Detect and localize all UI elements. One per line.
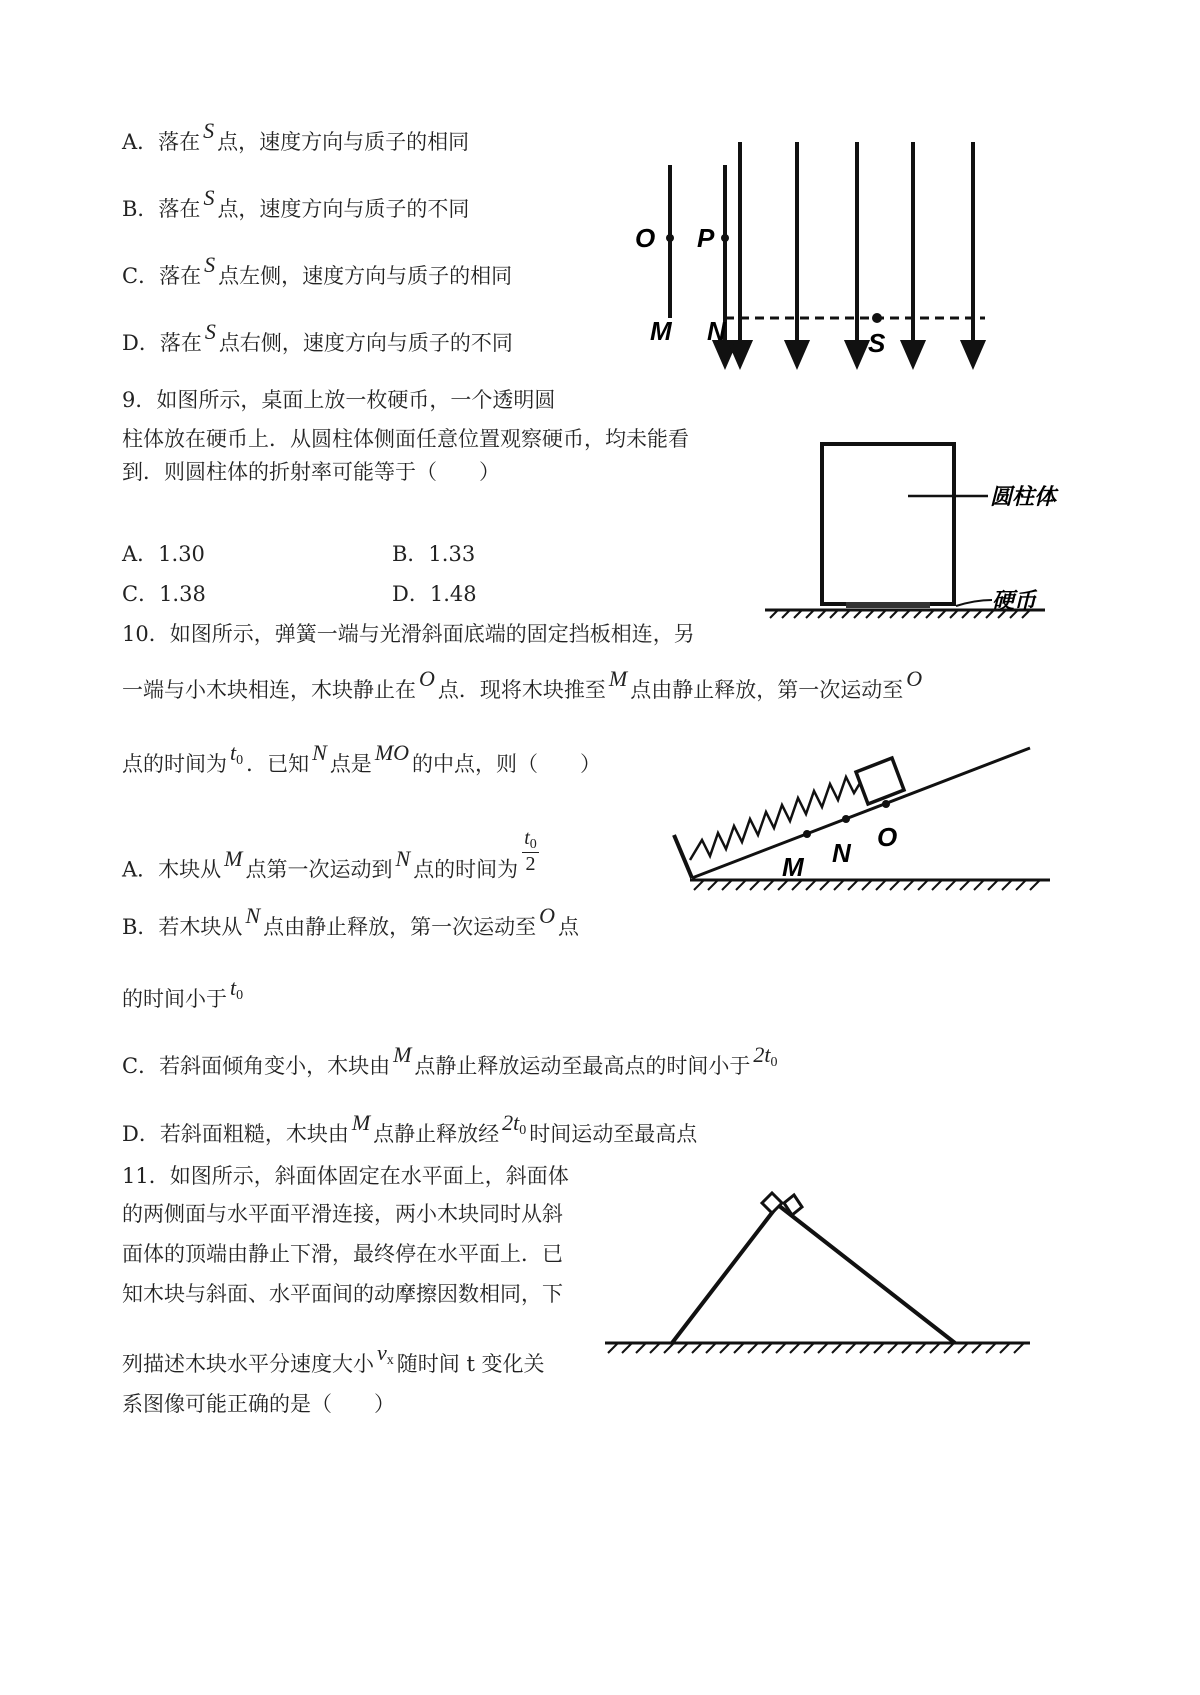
q9-stem-line1: 9．如图所示，桌面上放一枚硬币，一个透明圆: [122, 388, 556, 412]
q10-label-n: N: [832, 838, 851, 868]
q8-label-p: P: [697, 223, 715, 253]
q11-stem-line1: 11．如图所示，斜面体固定在水平面上，斜面体: [122, 1164, 569, 1188]
q8-option-d: D．落在 S 点右侧，速度方向与质子的不同: [122, 319, 513, 355]
q10-option-d: D．若斜面粗糙，木块由 M 点静止释放经 2t0 时间运动至最高点: [122, 1110, 698, 1146]
q9-label-coin: 硬币: [992, 588, 1037, 613]
q10-option-b-line2: 的时间小于 t0: [122, 975, 244, 1011]
q9-cylinder-figure: [760, 432, 1070, 627]
q10-incline-figure: [660, 740, 1060, 915]
q10-option-a: A．木块从 M 点第一次运动到 N 点的时间为 $\frac{t_0}{2}$: [122, 827, 537, 882]
q11-stem-line4: 知木块与斜面、水平面间的动摩擦因数相同，下: [122, 1282, 563, 1306]
q11-stem-line2: 的两侧面与水平面平滑连接，两小木块同时从斜: [122, 1202, 563, 1226]
q10-stem-line3: 点的时间为 t0 ．已知 N 点是 MO 的中点，则（ ）: [122, 740, 602, 776]
q8-option-a: A．落在 S 点，速度方向与质子的相同: [122, 118, 470, 154]
q11-stem-line6: 系图像可能正确的是（ ）: [122, 1392, 395, 1416]
q9-option-c: C．1.38: [122, 582, 206, 606]
q11-stem-line3: 面体的顶端由静止下滑，最终停在水平面上．已: [122, 1242, 563, 1266]
q10-stem-line1: 10．如图所示，弹簧一端与光滑斜面底端的固定挡板相连，另: [122, 622, 695, 646]
q8-option-c: C．落在 S 点左侧，速度方向与质子的相同: [122, 252, 513, 288]
q9-option-b: B．1.33: [392, 542, 476, 566]
q10-option-b-line1: B．若木块从 N 点由静止释放，第一次运动至 O 点: [122, 903, 580, 939]
q8-field-figure: [625, 130, 1000, 395]
q11-stem-line5: 列描述木块水平分速度大小 vx 随时间 t 变化关: [122, 1340, 545, 1376]
q9-stem-line3: 到．则圆柱体的折射率可能等于（ ）: [122, 460, 500, 484]
q8-option-b: B．落在 S 点，速度方向与质子的不同: [122, 185, 470, 221]
q8-label-m: M: [650, 316, 672, 346]
q9-label-cylinder: 圆柱体: [990, 484, 1057, 509]
q9-stem-line2: 柱体放在硬币上．从圆柱体侧面任意位置观察硬币，均未能看: [122, 427, 689, 451]
q8-label-o: O: [635, 223, 656, 253]
q9-option-d: D．1.48: [392, 582, 477, 606]
q10-label-m: M: [782, 852, 804, 882]
q10-stem-line2: 一端与小木块相连，木块静止在 O 点．现将木块推至 M 点由静止释放，第一次运动至 O: [122, 666, 923, 702]
q8-label-s: S: [868, 328, 886, 358]
q10-option-c: C．若斜面倾角变小，木块由 M 点静止释放运动至最高点的时间小于 2t0: [122, 1042, 778, 1078]
q9-option-a: A．1.30: [122, 542, 205, 566]
q8-label-n: N: [707, 316, 726, 346]
q11-wedge-figure: [600, 1175, 1040, 1375]
q10-option-a-fraction: $\frac{t_0}{2}$: [524, 827, 537, 875]
q10-label-o: O: [877, 822, 898, 852]
